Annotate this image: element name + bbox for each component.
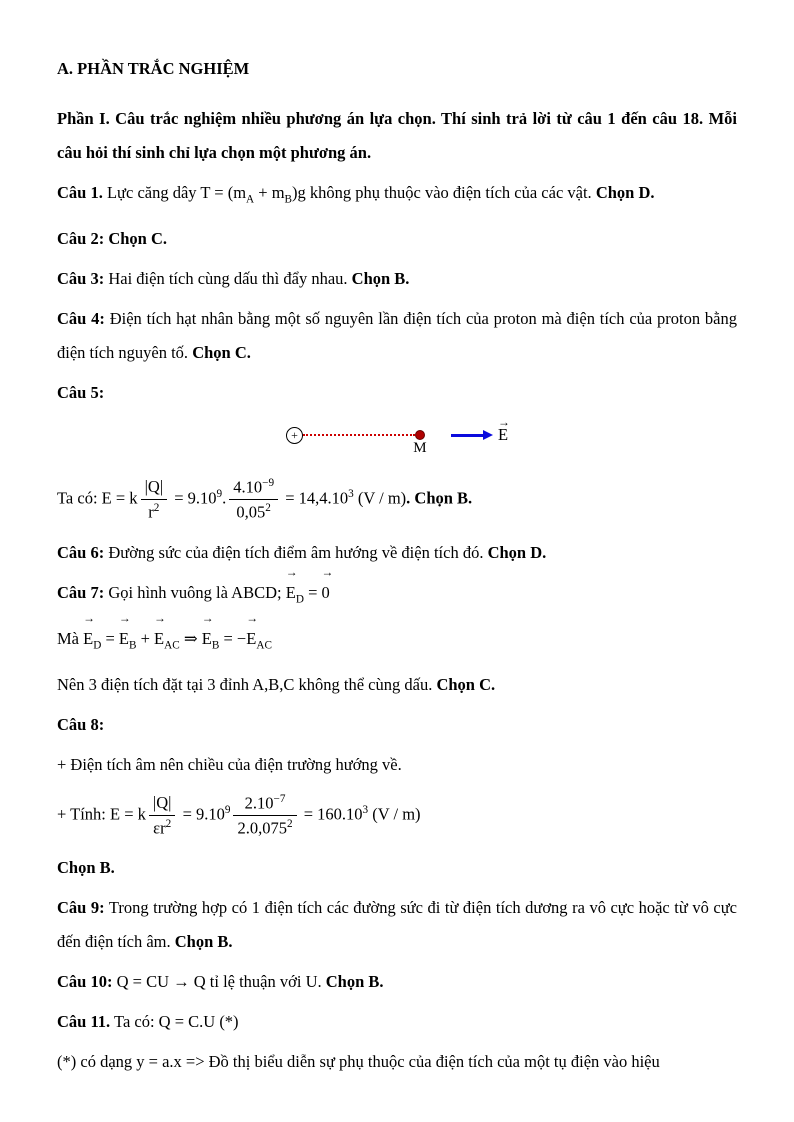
para-cau-8-line1: + Điện tích âm nên chiều của điện trường hướng về. <box>57 755 402 775</box>
eq2-m1: = 9.10 <box>178 804 225 824</box>
cau10-text: Q = CU → Q tỉ lệ thuận với U. <box>112 972 326 992</box>
frac3-den <box>149 816 176 839</box>
cau1-post: không phụ thuộc vào điện tích của các vật. <box>305 183 596 202</box>
vector-sub-D: D <box>93 639 102 652</box>
cau6-answer: Chọn D. <box>487 542 547 562</box>
cau11-text: Ta có: Q = C.U (*) <box>110 1012 239 1032</box>
para-cau-8-label: Câu 8: <box>57 715 105 735</box>
fraction-Q-r2 <box>141 477 168 523</box>
cau1-label: Câu 1. <box>57 183 103 202</box>
cau4-text: Điện tích hạt nhân bằng một số nguyên lần điện tích của proton mà điện tích của proton bằng điện tích nguyên tố. <box>57 309 737 363</box>
vector-E-D <box>285 565 298 610</box>
vector-arrow-icon: → <box>154 611 166 626</box>
vector-sub-AC: AC <box>256 639 272 652</box>
vector-arrow-icon: → <box>83 611 95 626</box>
vector-base: 0 <box>321 582 330 602</box>
cau3-label: Câu 3: <box>57 269 105 289</box>
cau7b-eq1: = <box>101 628 119 648</box>
cau1-sub-a: A <box>246 193 255 206</box>
frac1-den <box>141 500 168 523</box>
frac4-num <box>233 792 296 816</box>
vector-arrow-icon: → <box>246 611 259 626</box>
frac4-den-base: 2.0,075 <box>237 818 287 838</box>
cau9-answer: Chọn B. <box>174 932 233 952</box>
vector-arrow-icon: → <box>497 414 510 429</box>
cau11-label: Câu 11. <box>57 1012 111 1032</box>
cau7-label: Câu 7: <box>57 582 105 602</box>
cau7-text: Gọi hình vuông là ABCD; <box>104 582 286 602</box>
vector-E-D <box>83 611 95 656</box>
vector-arrow-icon: → <box>321 565 334 579</box>
cau1-m1: T = (m <box>200 183 247 202</box>
cau7b-neg: = − <box>219 628 247 648</box>
cau1-sub-b: B <box>284 193 293 206</box>
eq1-s1: 9 <box>216 488 223 501</box>
frac3-num: |Q| <box>149 793 176 816</box>
positive-charge-icon: + <box>286 427 303 444</box>
para-cau-6 <box>57 536 737 570</box>
vector-base: E <box>83 628 94 648</box>
cau7b-plus: + <box>136 628 155 648</box>
cau5-answer: . Chọn B. <box>406 488 473 508</box>
cau7b-implies: ⇒ <box>179 628 202 648</box>
eq1-dot: . <box>222 488 227 508</box>
para-cau-7 <box>57 565 737 616</box>
cau9-label: Câu 9: <box>57 898 105 918</box>
cau4-answer: Chọn C. <box>192 343 251 363</box>
para-note: (*) có dạng y = a.x => Đồ thị biểu diễn sự phụ thuộc của điện tích của một tụ điện vào hiệu <box>57 1052 660 1072</box>
cau1-pre: Lực căng dây <box>102 183 201 202</box>
eq1-m1: = 9.10 <box>170 488 217 508</box>
cau1-answer: Chọn D. <box>595 183 655 202</box>
vector-arrow-icon: → <box>118 611 131 626</box>
para-cau-9 <box>57 891 737 959</box>
vector-sub-D: D <box>295 592 304 605</box>
point-M-label: M <box>413 440 427 457</box>
cau6-text: Đường sức của điện tích điểm âm hướng về điện tích đó. <box>104 542 488 562</box>
field-arrow-shaft <box>451 434 483 437</box>
frac2-num-base: 4.10 <box>233 477 263 497</box>
cau9-text: Trong trường hợp có 1 điện tích các đường sức đi từ điện tích dương ra vô cực hoặc từ vô cực đến điện tích âm. <box>57 898 737 952</box>
para-cau-10 <box>57 965 737 999</box>
eq1-unit: (V / m) <box>353 488 407 508</box>
eq1-lhs: E = k <box>101 488 138 508</box>
frac2-num <box>229 476 278 500</box>
cau7-answer: Chọn C. <box>436 675 496 695</box>
section-title: A. PHẦN TRẮC NGHIỆM <box>57 59 250 78</box>
vector-arrow-icon: → <box>201 611 214 626</box>
para-cau-3 <box>57 262 737 296</box>
vector-base: E <box>285 582 296 602</box>
frac4-den-sup: 2 <box>286 818 293 831</box>
vector-E-AC <box>154 611 166 656</box>
vector-zero <box>321 565 334 610</box>
cau4-label: Câu 4: <box>57 309 105 329</box>
vector-E <box>497 414 510 445</box>
cau10-label: Câu 10: <box>57 972 113 992</box>
cau3-text: Hai điện tích cùng dấu thì đẩy nhau. <box>104 269 352 289</box>
field-arrow-head-icon <box>483 430 493 440</box>
para-cau-4 <box>57 302 737 370</box>
para-cau-2: Câu 2: Chọn C. <box>57 229 168 249</box>
vector-E-B <box>201 611 214 656</box>
frac2-den-sup: 2 <box>265 502 271 515</box>
eq2-s1: 9 <box>224 804 231 817</box>
eq1-lead: Ta có: <box>57 488 102 508</box>
eq2-lhs: E = k <box>110 804 146 824</box>
frac4-num-sup: −7 <box>273 793 286 806</box>
vector-sub-B: B <box>211 639 220 652</box>
vector-sub-AC: AC <box>164 639 180 652</box>
vector-E-B <box>118 611 131 656</box>
vector-arrow-icon: → <box>285 565 298 579</box>
vector-E-AC <box>246 611 259 656</box>
cau8-answer: Chọn B. <box>57 858 115 878</box>
fraction-Q-er2 <box>149 793 176 839</box>
fraction-numeric-2 <box>233 792 296 839</box>
frac1-num: |Q| <box>141 477 168 500</box>
field-vector-label <box>497 414 510 445</box>
frac3-den-sup: 2 <box>165 817 172 830</box>
cau7b-ma: Mà <box>57 628 84 648</box>
eq1-s2: 3 <box>348 488 354 501</box>
cau10-answer: Chọn B. <box>325 972 384 992</box>
para-cau-7b <box>57 611 737 662</box>
frac2-den <box>229 500 278 523</box>
vector-sub-B: B <box>128 639 137 652</box>
eq2-s2: 3 <box>362 804 369 817</box>
cau1-m3: )g <box>292 183 306 202</box>
eq2-m2: = 160.10 <box>299 804 363 824</box>
cau8-equation <box>57 792 737 839</box>
frac4-num-base: 2.10 <box>244 793 274 813</box>
cau7c-text: Nên 3 điện tích đặt tại 3 đỉnh A,B,C không thể cùng dấu. <box>57 675 437 695</box>
cau5-figure <box>57 414 737 466</box>
point-M-dot <box>413 430 427 457</box>
frac3-den-base: εr <box>153 818 166 838</box>
frac1-den-base: r <box>148 502 154 522</box>
vector-base: E <box>118 628 129 648</box>
vector-base: E <box>246 628 257 648</box>
frac2-den-base: 0,05 <box>236 502 266 522</box>
cau5-equation <box>57 476 737 523</box>
fraction-numeric-1 <box>229 476 278 523</box>
cau1-m2: + m <box>254 183 285 202</box>
frac1-den-sup: 2 <box>153 501 160 514</box>
cau1-formula <box>200 183 306 206</box>
cau7-eq: = <box>303 582 322 602</box>
eq1-m2: = 14,4.10 <box>281 488 349 508</box>
vector-base: E <box>497 425 509 445</box>
frac2-num-sup: −9 <box>262 477 275 490</box>
cau6-label: Câu 6: <box>57 542 105 562</box>
frac4-den <box>233 816 296 839</box>
para-cau-1 <box>57 176 737 216</box>
eq2-lead: + Tính: <box>57 804 111 824</box>
cau3-answer: Chọn B. <box>351 269 410 289</box>
part-1-intro: Phần I. Câu trắc nghiệm nhiều phương án lựa chọn. Thí sinh trả lời từ câu 1 đến câu 18. Mỗi câu hỏi thí sinh chỉ lựa chọn một phương án. <box>57 109 737 162</box>
vector-base: E <box>201 628 212 648</box>
vector-base: E <box>154 628 165 648</box>
para-cau-11 <box>57 1005 737 1039</box>
para-cau-5-label: Câu 5: <box>57 383 105 403</box>
eq2-unit: (V / m) <box>368 804 421 824</box>
dotted-line <box>303 434 415 436</box>
para-cau-7c <box>57 668 737 702</box>
